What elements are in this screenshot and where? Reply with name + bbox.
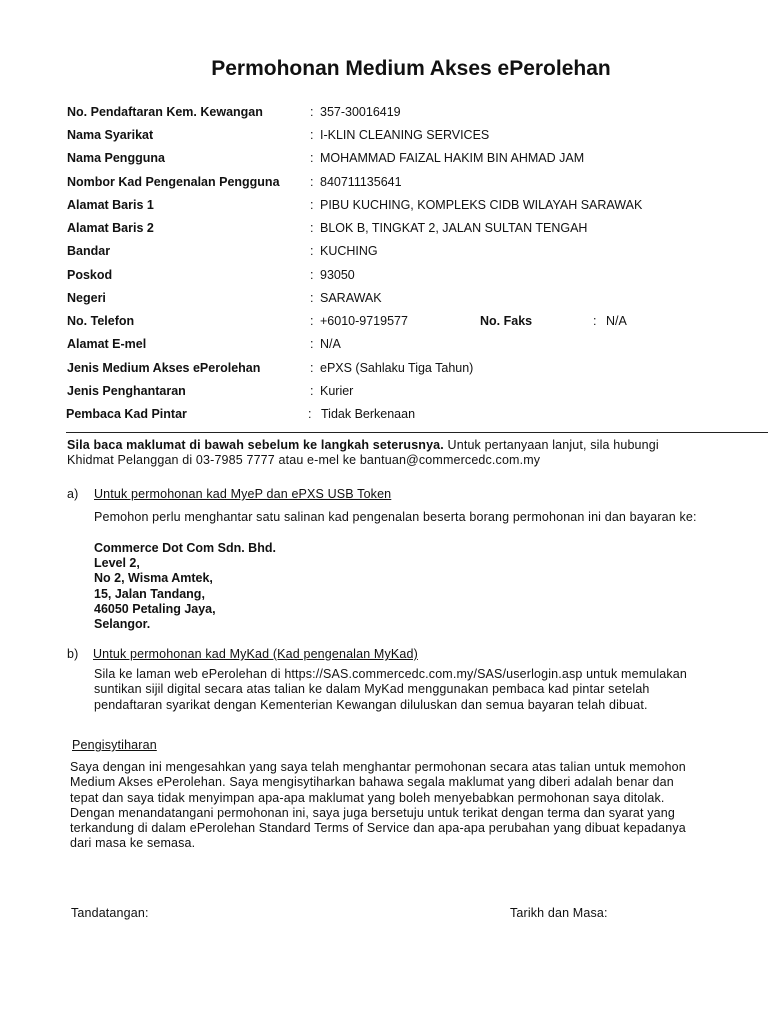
- field-label: Poskod: [67, 268, 113, 282]
- field-label: Alamat Baris 1: [67, 198, 154, 212]
- field-value: BLOK B, TINGKAT 2, JALAN SULTAN TENGAH: [320, 221, 588, 235]
- divider: [66, 432, 768, 433]
- field-separator: :: [310, 384, 314, 398]
- field-separator: :: [593, 314, 597, 328]
- field-label: Nama Pengguna: [67, 151, 165, 165]
- body-line: suntikan sijil digital secara atas talian ke dalam MyKad menggunakan pembaca kad pintar setelah: [94, 682, 650, 697]
- field-label: No. Pendaftaran Kem. Kewangan: [67, 105, 263, 119]
- field-label-secondary: No. Faks: [480, 314, 533, 328]
- address-line: Selangor.: [94, 617, 151, 632]
- field-label: Jenis Medium Akses ePerolehan: [67, 361, 261, 375]
- body-line: Sila ke laman web ePerolehan di https://SAS.commercedc.com.my/SAS/userlogin.asp untuk memulakan: [94, 667, 687, 681]
- field-separator: :: [310, 361, 314, 375]
- declaration-line: Dengan menandatangani permohonan ini, saya juga bersetuju untuk terikat dengan terma dan syarat yang: [70, 805, 675, 820]
- field-separator: :: [310, 337, 314, 351]
- declaration-body: [70, 760, 686, 852]
- address-line: 15, Jalan Tandang,: [94, 586, 205, 601]
- declaration-line: Medium Akses ePerolehan. Saya mengisytiharkan bahawa segala maklumat yang diberi adalah benar dan: [70, 775, 674, 790]
- field-value: +6010-9719577: [320, 314, 408, 328]
- notice-text: Untuk pertanyaan lanjut, sila hubungi: [443, 438, 659, 452]
- field-label: Jenis Penghantaran: [67, 384, 186, 398]
- field-label: Nombor Kad Pengenalan Pengguna: [67, 175, 280, 189]
- notice-bold: Sila baca maklumat di bawah sebelum ke langkah seterusnya.: [67, 438, 444, 452]
- field-value: N/A: [320, 337, 341, 351]
- address-line: 46050 Petaling Jaya,: [94, 601, 216, 616]
- field-separator: :: [310, 221, 314, 235]
- field-value: Kurier: [320, 384, 354, 398]
- declaration-line: Saya dengan ini mengesahkan yang saya telah menghantar permohonan secara atas talian untuk memohon: [70, 760, 686, 774]
- section-b-marker: b): [67, 647, 79, 661]
- notice-text-line2: Khidmat Pelanggan di 03-7985 7777 atau e-mel ke bantuan@commercedc.com.my: [67, 453, 541, 468]
- address-line: Level 2,: [94, 556, 140, 571]
- section-a-marker: a): [67, 487, 79, 501]
- page-title: Permohonan Medium Akses ePerolehan: [211, 57, 611, 80]
- field-separator: :: [310, 314, 314, 328]
- declaration-line: dari masa ke semasa.: [70, 836, 196, 851]
- field-value: MOHAMMAD FAIZAL HAKIM BIN AHMAD JAM: [320, 151, 585, 165]
- field-value: 357-30016419: [320, 105, 401, 119]
- notice: [67, 438, 768, 469]
- field-separator: :: [308, 407, 312, 421]
- field-label: Bandar: [67, 244, 111, 258]
- declaration-heading: Pengisytiharan: [72, 738, 157, 752]
- field-separator: :: [310, 128, 314, 142]
- field-label: No. Telefon: [67, 314, 135, 328]
- section-b-heading: Untuk permohonan kad MyKad (Kad pengenalan MyKad): [93, 647, 418, 661]
- field-separator: :: [310, 244, 314, 258]
- date-label: Tarikh dan Masa:: [510, 906, 608, 920]
- field-value: ePXS (Sahlaku Tiga Tahun): [320, 361, 474, 375]
- field-separator: :: [310, 291, 314, 305]
- signature-label: Tandatangan:: [71, 906, 149, 920]
- section-a-body: Pemohon perlu menghantar satu salinan kad pengenalan beserta borang permohonan ini dan bayaran ke:: [94, 510, 697, 524]
- declaration-line: terkandung di dalam ePerolehan Standard Terms of Service dan apa-apa perubahan yang dibuat kepadanya: [70, 821, 686, 836]
- section-a-heading: Untuk permohonan kad MyeP dan ePXS USB Token: [94, 487, 392, 501]
- field-label: Pembaca Kad Pintar: [66, 407, 187, 421]
- field-value: KUCHING: [320, 244, 378, 258]
- field-label: Alamat E-mel: [67, 337, 147, 351]
- field-label: Negeri: [67, 291, 106, 305]
- field-value: Tidak Berkenaan: [321, 407, 416, 421]
- field-separator: :: [310, 175, 314, 189]
- field-value: SARAWAK: [320, 291, 382, 305]
- field-separator: :: [310, 198, 314, 212]
- address-line: Commerce Dot Com Sdn. Bhd.: [94, 541, 276, 555]
- field-separator: :: [310, 151, 314, 165]
- declaration-line: tepat dan saya tidak menyimpan apa-apa maklumat yang boleh menyebabkan permohonan saya ditolak.: [70, 790, 665, 805]
- field-value-secondary: N/A: [606, 314, 627, 328]
- field-label: Alamat Baris 2: [67, 221, 154, 235]
- section-b-body: [94, 667, 687, 713]
- field-value: 840711135641: [320, 175, 402, 189]
- field-value: 93050: [320, 268, 355, 282]
- body-line: pendaftaran syarikat dengan Kementerian Kewangan diluluskan dan semua bayaran telah dibuat.: [94, 697, 648, 712]
- field-value: PIBU KUCHING, KOMPLEKS CIDB WILAYAH SARAWAK: [320, 198, 643, 212]
- field-separator: :: [310, 105, 314, 119]
- field-label: Nama Syarikat: [67, 128, 154, 142]
- field-separator: :: [310, 268, 314, 282]
- field-value: I-KLIN CLEANING SERVICES: [320, 128, 490, 142]
- address-line: No 2, Wisma Amtek,: [94, 571, 213, 586]
- section-a-address: [94, 541, 276, 632]
